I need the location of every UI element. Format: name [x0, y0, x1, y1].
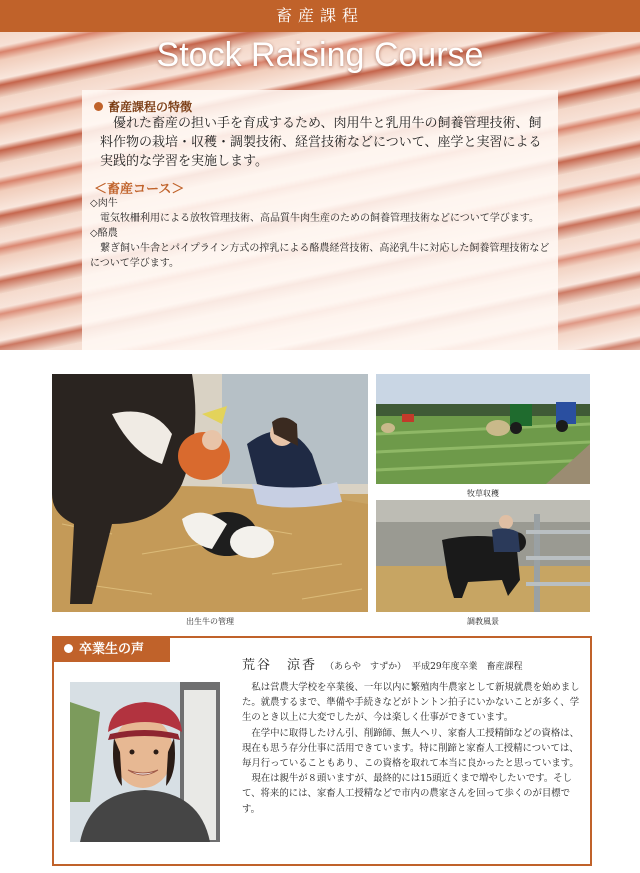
- testimonial-paragraph: 在学中に取得したけん引、削蹄師、無人ヘリ、家畜人工授精師などの資格は、現在も思う存分仕事に活用できています。特に削蹄と家畜人工授精については、毎月行っていることもあり、この資格を取れて本当に良かったと思っています。: [242, 727, 580, 770]
- graduate-name: 荒谷 涼香: [242, 658, 318, 673]
- graduate-voice-label: 卒業生の声: [79, 642, 145, 657]
- page-header-bar: [0, 0, 640, 32]
- photo-barn-training: [376, 500, 590, 612]
- bullet-dot-icon: [94, 102, 103, 111]
- graduate-name-line: [242, 654, 523, 673]
- features-heading: [94, 98, 192, 115]
- testimonial-paragraph: 現在は親牛が８頭いますが、最終的には15頭近くまで増やしたいです。そして、将来的には、家畜人工授精などで市内の農家さんを回って歩くのが目標です。: [242, 773, 572, 815]
- course-heading: ＜畜産コース＞: [94, 182, 185, 197]
- course-description-panel: [82, 90, 558, 350]
- photo-hay-harvest: [376, 374, 590, 484]
- caption-calf-care: 出生牛の管理: [186, 617, 234, 626]
- testimonial-paragraph: 私は営農大学校を卒業後、一年以内に繁殖肉牛農家として新規就農を始めました。就農するまで、準備や手続きなどがトントン拍子にいかないことが多く、学生のとき以上に大変でしたが、今は楽しく仕事ができています。: [242, 682, 580, 724]
- course-name-dairy: ◇酪農: [90, 228, 118, 239]
- graduate-testimonial: [242, 680, 582, 817]
- graduate-voice-tab: [54, 638, 170, 662]
- features-heading-text: 畜産課程の特徴: [108, 100, 193, 114]
- course-title-en: Stock Raising Course: [156, 36, 484, 74]
- graduate-name-reading: （あらや すずか）: [325, 662, 407, 672]
- hero-banner: [0, 32, 640, 350]
- caption-barn-training: 調教風景: [467, 617, 499, 626]
- caption-hay-harvest: 牧草収穫: [467, 489, 499, 498]
- graduate-voice-box: [52, 636, 592, 866]
- graduate-portrait: [70, 682, 220, 842]
- course-name-beef: ◇肉牛: [90, 198, 118, 209]
- course-list: [90, 196, 552, 271]
- bullet-dot-icon: [64, 644, 73, 653]
- page-title-jp: 畜産課程: [275, 6, 364, 25]
- graduate-year: 平成29年度卒業 畜産課程: [412, 662, 523, 672]
- course-desc-beef: 電気牧柵利用による放牧管理技術、高品質牛肉生産のための飼養管理技術などについて学びます。: [100, 213, 539, 224]
- features-text: 優れた畜産の担い手を育成するため、肉用牛と乳用牛の飼養管理技術、飼料作物の栽培・収穫・調製技術、経営技術などについて、座学と実習による実践的な学習を実施します。: [100, 116, 542, 169]
- course-desc-dairy: 繋ぎ飼い牛舎とパイプライン方式の搾乳による酪農経営技術、高泌乳牛に対応した飼養管理技術などについて学びます。: [90, 243, 550, 269]
- photo-calf-care: [52, 374, 368, 612]
